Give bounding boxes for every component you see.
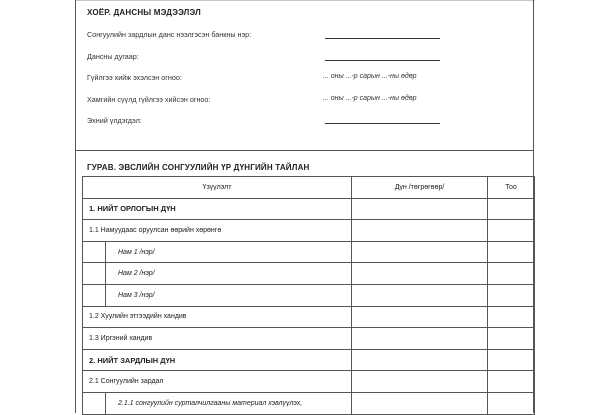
table-header-row [83,177,535,199]
count-cell[interactable] [488,306,535,328]
indent-cell [83,242,106,263]
count-cell[interactable] [488,392,535,414]
section-two-title: ХОЁР. ДАНСНЫ МЭДЭЭЛЭЛ [87,8,201,17]
count-cell[interactable] [488,284,535,306]
indent-cell [83,263,106,284]
bank-name-field[interactable] [325,38,440,39]
form-left-border [75,0,76,413]
amount-cell[interactable] [352,284,488,306]
row-label: 2.1 Сонгуулийн зардал [83,371,352,393]
count-cell[interactable] [488,349,535,371]
row-label: 1.2 Хуулийн этгээдийн хандив [83,306,352,328]
row-label: 2.1.1 сонгуулийн сурталчилгааны материал хэвлүүлэх, [118,399,303,407]
table-row [83,328,535,350]
count-cell[interactable] [488,371,535,393]
count-cell[interactable] [488,220,535,242]
amount-cell[interactable] [352,392,488,414]
table-row [83,349,535,371]
count-cell[interactable] [488,263,535,285]
bank-name-label: Сонгуулийн зардлын данс нээлгэсэн банкны нэр: [87,30,252,39]
indent-cell [83,285,106,306]
table-row [83,241,535,263]
amount-cell[interactable] [352,241,488,263]
amount-cell[interactable] [352,349,488,371]
account-number-label: Дансны дугаар: [87,52,139,61]
amount-cell[interactable] [352,263,488,285]
section-three-title: ГУРАВ. ЭВСЛИЙН СОНГУУЛИЙН ҮР ДҮНГИЙН ТАЙЛАН [87,163,310,172]
row-label: 1.3 Иргэний хандив [83,328,352,350]
opening-balance-field[interactable] [325,123,440,124]
table-row [83,371,535,393]
row-label: Нам 2 /нэр/ [118,270,155,278]
row-label: 1.1 Намуудаас оруулсан өөрийн хөрөнгө [83,220,352,242]
table-row [83,306,535,328]
last-transaction-date-value[interactable]: ... оны ...-р сарын ...-ны өдөр [323,95,417,102]
count-cell[interactable] [488,198,535,220]
table-row [83,198,535,220]
amount-cell[interactable] [352,371,488,393]
table-row [83,220,535,242]
page-top-edge [75,0,535,4]
report-table [82,176,535,415]
row-label: Нам 3 /нэр/ [118,291,155,299]
first-transaction-date-label: Гүйлгээ хийж эхэлсэн огноо: [87,73,182,82]
row-label: Нам 1 /нэр/ [118,248,155,256]
amount-cell[interactable] [352,220,488,242]
header-indicator: Үзүүлэлт [83,177,352,199]
amount-cell[interactable] [352,306,488,328]
count-cell[interactable] [488,328,535,350]
account-number-field[interactable] [325,60,440,61]
count-cell[interactable] [488,241,535,263]
table-row [83,263,535,285]
first-transaction-date-value[interactable]: ... оны ...-р сарын ...-ны өдөр [323,73,417,80]
table-row [83,284,535,306]
row-label: 2. НИЙТ ЗАРДЛЫН ДҮН [83,349,352,371]
header-count: Тоо [488,177,535,199]
amount-cell[interactable] [352,198,488,220]
opening-balance-label: Эхний үлдэгдэл: [87,116,142,125]
section-divider [75,150,534,151]
header-amount: Дүн /төгрөгөөр/ [352,177,488,199]
table-row [83,392,535,414]
last-transaction-date-label: Хамгийн сүүлд гүйлгээ хийсэн огноо: [87,95,211,104]
amount-cell[interactable] [352,328,488,350]
indent-cell [83,393,106,414]
row-label: 1. НИЙТ ОРЛОГЫН ДҮН [83,198,352,220]
